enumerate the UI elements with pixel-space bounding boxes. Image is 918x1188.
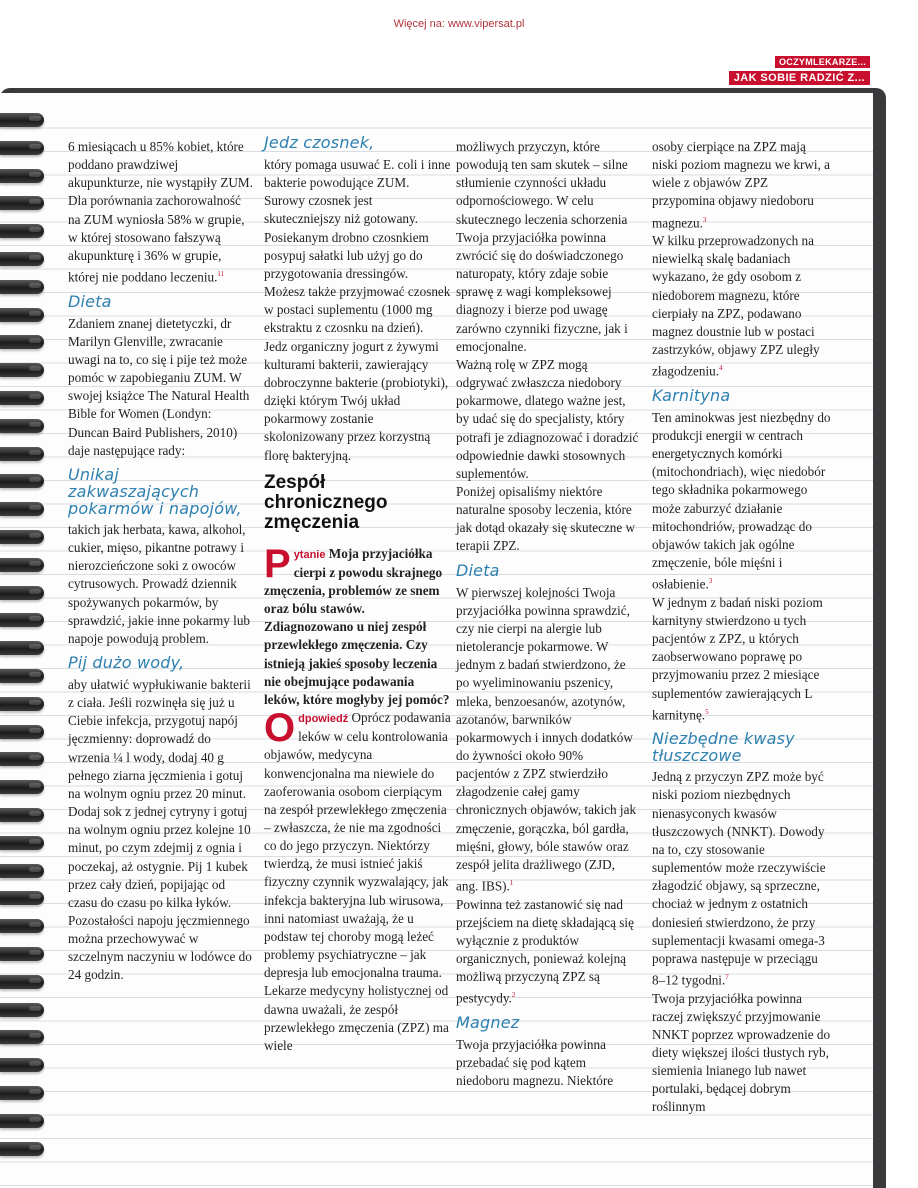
spiral-coil bbox=[0, 363, 44, 377]
spiral-coil bbox=[0, 141, 44, 155]
source-url[interactable]: Więcej na: www.vipersat.pl bbox=[393, 18, 525, 30]
answer-label: dpowiedź bbox=[298, 713, 349, 726]
spiral-coil bbox=[0, 558, 44, 572]
paragraph-text: W jednym z badań niski poziom karnityny stwierdzono u tych pacjentów z ZPZ, u których zaobserwowano poprawę po przyjmowaniu przez 2 miesiące suplementów zawierających L karnitynę. bbox=[652, 594, 823, 723]
question-label: ytanie bbox=[293, 548, 326, 561]
paragraph: aby ułatwić wypłukiwanie bakterii z ciała. Jeśli rozwinęła się już u Ciebie infekcja, przygotuj napój jęczmienny: doprowadź do wrzenia ¼ l wody, dodaj 40 g pełnego ziarna jęczmienia i gotuj na wolnym ogniu przez 20 minut. Dodaj sok z jednej cytryny i gotuj na wolnym ogniu przez kolejne 10 minut, po czym zdejmij z ognia i poczekaj, aż ostygnie. Pij 1 kubek przez cały dzień, popijając od czasu do czasu po kilka łyków. Pozostałości napoju jęczmiennego można przechowywać w szczelnym naczyniu w lodówce do 24 godzin. bbox=[68, 676, 252, 983]
spiral-coil bbox=[0, 530, 44, 544]
footnote-ref: 2 bbox=[511, 991, 516, 1000]
paragraph bbox=[652, 232, 834, 381]
footnote-ref: 3 bbox=[708, 577, 713, 586]
paragraph-text: osoby cierpiące na ZPZ mają niski poziom magnezu we krwi, a wiele z objawów ZPZ przypomina objawy niedoboru magnezu. bbox=[652, 139, 830, 231]
subheading-dieta-2: Dieta bbox=[456, 560, 500, 580]
spiral-coil bbox=[0, 836, 44, 850]
paragraph-text: W kilku przeprowadzonych na niewielką skalę badaniach wykazano, że gdy osobom z niedoborem magnezu, które cierpiały na ZPZ, podawano magnez doustnie lub w postaci zastrzyków, objawy ZPZ uległy złagodzeniu. bbox=[652, 233, 820, 379]
subheading-magnez: Magnez bbox=[456, 1012, 520, 1032]
paragraph bbox=[652, 768, 834, 989]
spiral-coil bbox=[0, 919, 44, 933]
paragraph bbox=[652, 138, 834, 232]
spiral-coil bbox=[0, 113, 44, 127]
spiral-coil bbox=[0, 864, 44, 878]
footnote-ref: 7 bbox=[725, 972, 729, 981]
paragraph: Twoja przyjaciółka powinna przebadać się pod kątem niedoboru magnezu. Niektóre bbox=[456, 1036, 614, 1089]
paragraph: Poniżej opisaliśmy niektóre naturalne sposoby leczenia, które jak dotąd okazały się skuteczne w terapii ZPZ. bbox=[456, 483, 636, 554]
spiral-coil bbox=[0, 335, 44, 349]
subheading-dieta: Dieta bbox=[68, 291, 112, 311]
paragraph: Jedz organiczny jogurt z żywymi kulturami bakterii, zawierający dobroczynne bakterie (probiotyki), dzięki którym Twój układ pokarmowy zostanie skolonizowany przez korzystną florę bakteryjną. bbox=[264, 338, 449, 463]
spiral-coil bbox=[0, 419, 44, 433]
spiral-coil bbox=[0, 391, 44, 405]
subheading-czosnek: Jedz czosnek, bbox=[264, 133, 375, 152]
subheading-unikaj: Unikaj zakwaszających pokarmów i napojów, bbox=[68, 464, 242, 518]
spiral-coil bbox=[0, 1030, 44, 1044]
paragraph-text: Powinna też zastanowić się nad przejściem na dietę składającą się wyłącznie z produktów organicznych, ponieważ kolejną możliwą przyczyną ZPZ są pestycydy. bbox=[456, 896, 634, 1006]
spiral-coil bbox=[0, 780, 44, 794]
column-2 bbox=[264, 133, 452, 1055]
spiral-coil bbox=[0, 1058, 44, 1072]
spiral-coil bbox=[0, 586, 44, 600]
paragraph: takich jak herbata, kawa, alkohol, cukier, mięso, pikantne potrawy i nierozcieńczone soki z owoców cytrusowych. Prowadź dziennik spożywanych pokarmów, by sprawdzić, jakie inne pokarmy lub napoje powodują problem. bbox=[68, 521, 251, 646]
spiral-coil bbox=[0, 725, 44, 739]
paragraph bbox=[652, 594, 834, 724]
paragraph: Ważną rolę w ZPZ mogą odgrywać zwłaszcza niedobory pokarmowe, dlatego ważne jest, by udać się do specjalisty, który potrafi je zdiagnozować i doradzić odpowiednie dawki stosownych suplementów. bbox=[456, 356, 639, 481]
paragraph: który pomaga usuwać E. coli i inne bakterie powodujące ZUM. Surowy czosnek jest skuteczniejszy niż gotowany. Posiekanym drobno czosnkiem posypuj sałatki lub użyj go do przygotowania dressingów. Możesz także przyjmować czosnek w postaci suplementu (1000 mg ekstraktu z czosnku na dzień). bbox=[264, 157, 451, 336]
paragraph: Zdaniem znanej dietetyczki, dr Marilyn Glenville, zwracanie uwagi na to, co się i pije też może pomóc w zapobieganiu ZUM. W swojej książce The Natural Health Bible for Women (Londyn: Duncan Baird Publishers, 2010) daje następujące rady: bbox=[68, 315, 250, 458]
paragraph-text: 6 miesiącach u 85% kobiet, które poddano prawdziwej akupunkturze, nie wystąpiły ZUM. Dla porównania zachorowalność na ZUM wyniosła 58% w grupie, w której stosowano fałszywą akupunkturę i 36% w grupie, której nie poddano leczeniu. bbox=[68, 139, 253, 285]
spiral-coil bbox=[0, 947, 44, 961]
paragraph bbox=[652, 409, 834, 594]
spiral-coil bbox=[0, 474, 44, 488]
paragraph bbox=[68, 138, 254, 287]
spiral-coil bbox=[0, 502, 44, 516]
column-3 bbox=[456, 138, 640, 1090]
spiral-coil bbox=[0, 641, 44, 655]
subheading-kwasy: Niezbędne kwasy tłuszczowe bbox=[652, 729, 795, 766]
spiral-coil bbox=[0, 1086, 44, 1100]
footnote-ref: 4 bbox=[719, 364, 723, 373]
footnote-ref: 1 bbox=[509, 879, 514, 888]
subheading-karnityna: Karnityna bbox=[652, 385, 731, 405]
spiral-coil bbox=[0, 308, 44, 322]
paragraph bbox=[456, 896, 640, 1008]
answer-text: Oprócz podawania leków w celu kontrolowania objawów, medycyna konwencjonalna ma niewiele do zaoferowania osobom cierpiącym na zespół przewlekłego zmęczenia – zwłaszcza, że nie ma zgodności co do jego przyczyn. Niektórzy twierdzą, że musi istnieć jakiś fizyczny czynnik wyzwalający, jak infekcja bakteryjna lub wirusowa, inni natomiast uważają, że u podstaw tej choroby mogą leżeć problemy psychiatryczne – jak depresja lub emocjonalna trauma. Lekarze medycyny holistycznej od dawna uważali, że zespół przewlekłego zmęczenia (ZPZ) ma wiele bbox=[264, 710, 451, 1053]
section-heading: Zespół chronicznego zmęczenia bbox=[264, 471, 388, 533]
spiral-coil bbox=[0, 975, 44, 989]
spiral-coil bbox=[0, 252, 44, 266]
section-tag: OCZYMLEKARZE... bbox=[775, 56, 870, 68]
paragraph bbox=[456, 584, 640, 896]
question-text: Moja przyjaciółka cierpi z powodu skrajnego zmęczenia, problemów ze snem oraz bólu stawów. Zdiagnozowano u niej zespół przewlekłego zmęczenia. Czy istnieją jakieś sposoby leczenia nie obejmujące podawania leków, które mogłyby jej pomóc? bbox=[264, 545, 450, 707]
footnote-ref: 5 bbox=[705, 707, 709, 716]
spiral-coil bbox=[0, 1142, 44, 1156]
footnote-ref: 3 bbox=[702, 215, 707, 224]
question-paragraph bbox=[264, 541, 452, 709]
spiral-coil bbox=[0, 613, 44, 627]
paragraph-text: Jedną z przyczyn ZPZ może być niski poziom niezbędnych nienasyconych kwasów tłuszczowych (NNKT). Dowody na to, czy stosowanie suplementów może rzeczywiście złagodzić objawy, są sprzeczne, chociaż w jednym z ostatnich doniesień stwierdzono, że przy suplementacji kwasami omega-3 poprawa następuje w przeciągu 8–12 tygodni. bbox=[652, 769, 826, 988]
spiral-coil bbox=[0, 224, 44, 238]
spiral-coil bbox=[0, 196, 44, 210]
spiral-coil bbox=[0, 1114, 44, 1128]
footnote-ref: 11 bbox=[217, 270, 225, 279]
spiral-coil bbox=[0, 697, 44, 711]
spiral-coil bbox=[0, 891, 44, 905]
spiral-coil bbox=[0, 447, 44, 461]
spiral-binding bbox=[0, 113, 48, 1183]
paragraph: Twoja przyjaciółka powinna raczej zwiększyć przyjmowanie NNKT poprzez wprowadzenie do diety większej ilości tłustych ryb, siemienia lnianego lub nawet portulaki, będącej dobrym roślinnym bbox=[652, 990, 831, 1115]
spiral-coil bbox=[0, 808, 44, 822]
paragraph-text: Ten aminokwas jest niezbędny do produkcji energii w centrach energetycznych komórki (mitochondriach), więc niedobór tego składnika pokarmowego może zaburzyć działanie mitochondriów, prowadząc do objawów takich jak ogólne zmęczenie, bóle mięśni i osłabienie. bbox=[652, 409, 831, 592]
spiral-coil bbox=[0, 669, 44, 683]
column-1 bbox=[68, 138, 254, 985]
answer-dropcap: O bbox=[264, 706, 296, 751]
answer-paragraph bbox=[264, 706, 452, 1055]
paragraph-text: W pierwszej kolejności Twoja przyjaciółka powinna sprawdzić, czy nie cierpi na alergie lub nietolerancje pokarmowe. W jednym z badań stwierdzono, że po wyeliminowaniu pszenicy, mleka, benzoesanów, azotynów, azotanów, barwników pokarmowych i innych dodatków do żywności około 90% pacjentów z ZPZ stwierdziło złagodzenie całej gamy chronicznych objawów, takich jak zmęczenie, gorączka, ból gardła, mięśni, głowy, bóle stawów oraz zespół jelita drażliwego (ZJD, ang. IBS). bbox=[456, 584, 637, 894]
spiral-coil bbox=[0, 169, 44, 183]
column-4 bbox=[652, 138, 834, 1117]
spiral-coil bbox=[0, 752, 44, 766]
spiral-coil bbox=[0, 280, 44, 294]
section-title: JAK SOBIE RADZIĆ Z... bbox=[729, 71, 870, 85]
subheading-pij-wode: Pij dużo wody, bbox=[68, 652, 185, 672]
spiral-coil bbox=[0, 1003, 44, 1017]
paragraph: możliwych przyczyn, które powodują ten sam skutek – silne stłumienie czynności układu odpornościowego. W celu skutecznego leczenia schorzenia Twoja przyjaciółka powinna zwrócić się do doświadczonego naturopaty, który zdaje sobie sprawę z wagi kompleksowej diagnozy i bierze pod uwagę zarówno czynniki fizyczne, jak i emocjonalne. bbox=[456, 139, 628, 354]
section-badge bbox=[729, 52, 870, 85]
question-dropcap: P bbox=[264, 541, 291, 586]
